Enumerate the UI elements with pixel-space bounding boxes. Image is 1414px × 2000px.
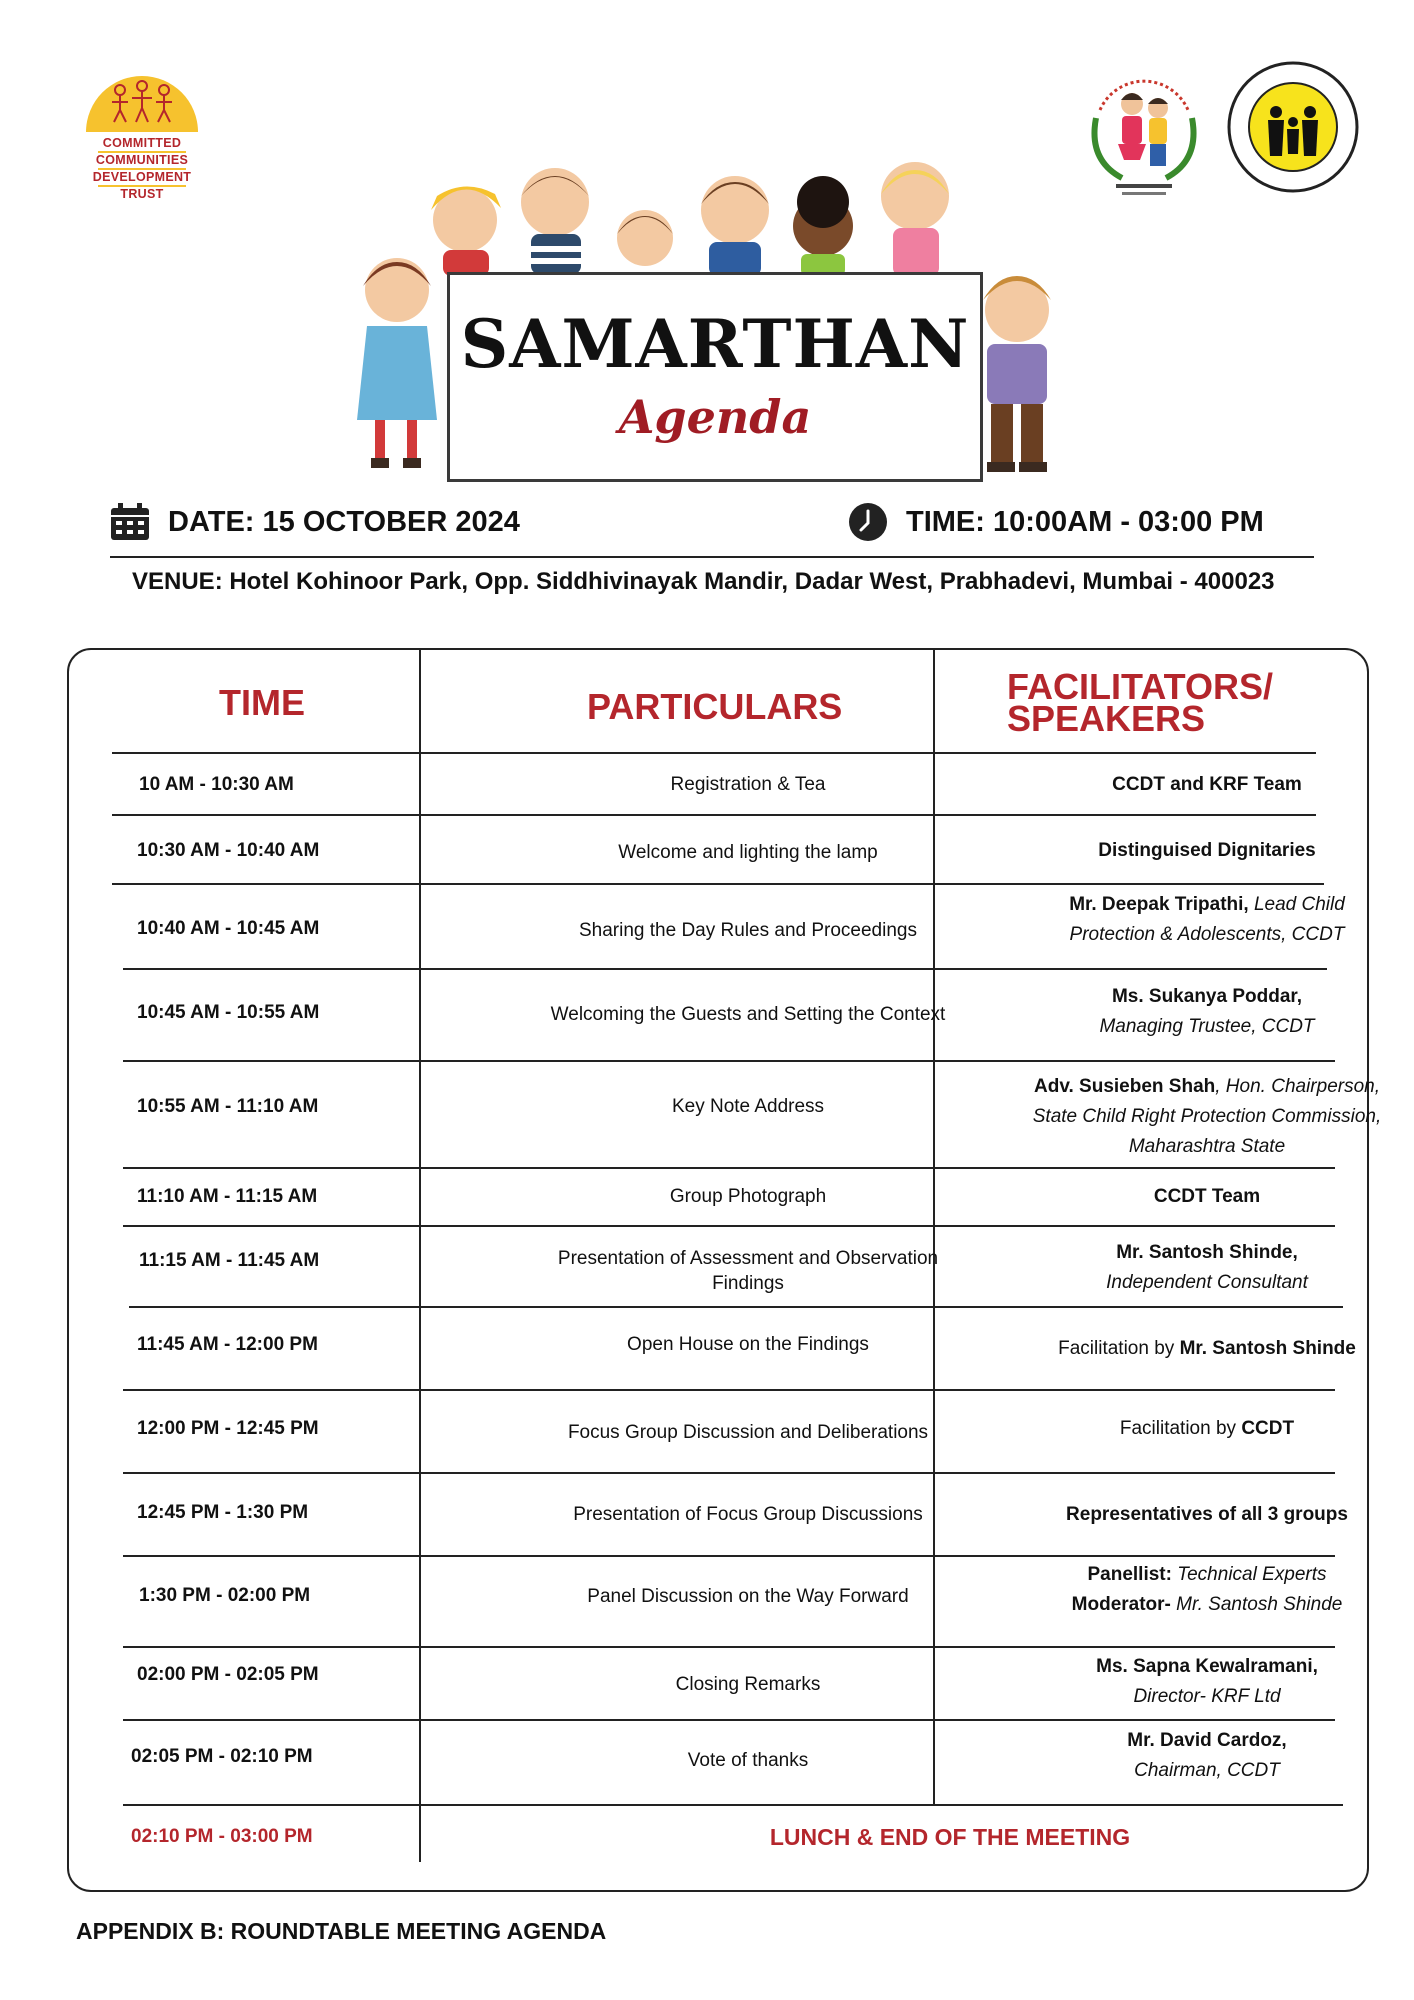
lunch-label: LUNCH & END OF THE MEETING	[769, 1824, 1131, 1850]
row-particulars: Presentation of Focus Group Discussions	[573, 1504, 923, 1525]
page-title: SAMARTHAN	[460, 305, 970, 383]
ccdt-logo-line-4: TRUST	[120, 187, 164, 201]
row-divider	[112, 814, 1316, 816]
facilitator-name: Ms. Sapna Kewalramani,	[1096, 1656, 1318, 1677]
row-particulars: Key Note Address	[671, 1096, 825, 1117]
date-row	[110, 498, 520, 546]
row-time: 11:15 AM - 11:45 AM	[139, 1250, 320, 1271]
row-particulars: Closing Remarks	[675, 1674, 821, 1695]
row-divider	[123, 1167, 1335, 1169]
row-time: 10:40 AM - 10:45 AM	[137, 918, 320, 939]
facilitator-role: Mr. Santosh Shinde	[1176, 1594, 1343, 1615]
divider	[110, 556, 1314, 558]
facilitator-prefix: Facilitation by	[1119, 1418, 1242, 1439]
row-time: 11:45 AM - 12:00 PM	[137, 1334, 318, 1355]
facilitator-role: , Hon. Chairperson,	[1215, 1076, 1380, 1097]
row-facilitator	[1007, 1500, 1407, 1530]
event-time: TIME: 10:00AM - 03:00 PM	[906, 505, 1264, 538]
header-facilitators-1: FACILITATORS/	[1007, 666, 1273, 707]
row-particulars: Welcoming the Guests and Setting the Context	[550, 1004, 946, 1025]
column-divider	[419, 650, 421, 1862]
time-row	[848, 498, 1264, 546]
row-divider	[129, 1306, 1343, 1308]
facilitator-role: Technical Experts	[1177, 1564, 1327, 1585]
row-divider	[123, 1804, 1343, 1806]
row-particulars: Open House on the Findings	[627, 1334, 869, 1355]
row-time: 02:10 PM - 03:00 PM	[131, 1826, 313, 1847]
row-time: 1:30 PM - 02:00 PM	[139, 1585, 311, 1606]
row-facilitator	[1007, 836, 1407, 866]
appendix-caption: APPENDIX B: ROUNDTABLE MEETING AGENDA	[76, 1918, 607, 1944]
ccdt-logo	[64, 62, 220, 210]
row-time: 10:55 AM - 11:10 AM	[137, 1096, 319, 1117]
row-facilitator	[1007, 890, 1407, 950]
row-facilitator	[1007, 1560, 1407, 1620]
facilitator-role: Maharashtra State	[1128, 1136, 1286, 1157]
row-time: 10 AM - 10:30 AM	[139, 774, 294, 795]
row-divider	[123, 968, 1327, 970]
facilitator-role: Chairman, CCDT	[1134, 1760, 1280, 1781]
facilitator-role: Managing Trustee, CCDT	[1099, 1016, 1315, 1037]
facilitator-name: Ms. Sukanya Poddar,	[1111, 986, 1303, 1007]
clock-icon	[848, 502, 888, 542]
row-facilitator	[1007, 1072, 1407, 1162]
row-particulars: Welcome and lighting the lamp	[618, 842, 878, 863]
facilitator-name: CCDT	[1241, 1418, 1295, 1439]
child-rights-commission-seal-icon	[1078, 60, 1210, 210]
row-particulars: Vote of thanks	[687, 1750, 809, 1771]
row-facilitator	[1007, 1414, 1407, 1444]
row-divider	[123, 1646, 1335, 1648]
ccdt-logo-line-3: DEVELOPMENT	[92, 170, 192, 184]
row-divider	[123, 1719, 1335, 1721]
row-facilitator	[1007, 1652, 1407, 1712]
facilitator-name: Adv. Susieben Shah	[1034, 1076, 1216, 1097]
facilitator-role: Lead Child	[1253, 894, 1345, 915]
facilitator-name: Moderator-	[1071, 1594, 1171, 1615]
row-particulars: Panel Discussion on the Way Forward	[587, 1586, 909, 1607]
ccdt-logo-line-1: COMMITTED	[102, 136, 182, 150]
facilitator-prefix: Facilitation by	[1058, 1338, 1180, 1359]
row-divider	[123, 1472, 1335, 1474]
facilitator-name: Mr. Santosh Shinde	[1179, 1338, 1356, 1359]
ccdt-logo-figures-icon	[90, 76, 194, 134]
row-divider	[112, 752, 1316, 754]
row-time: 10:45 AM - 10:55 AM	[137, 1002, 320, 1023]
row-time: 12:45 PM - 1:30 PM	[137, 1502, 309, 1523]
facilitator-name: Mr. Deepak Tripathi,	[1069, 894, 1249, 915]
facilitator-name: Mr. David Cardoz,	[1127, 1730, 1287, 1751]
row-divider	[112, 883, 1324, 885]
row-divider	[123, 1389, 1335, 1391]
row-facilitator	[1007, 1334, 1407, 1364]
row-facilitator	[1007, 982, 1407, 1042]
calendar-icon	[110, 503, 150, 541]
row-divider	[123, 1555, 1335, 1557]
ccdt-logo-line-2: COMMUNITIES	[95, 153, 189, 167]
facilitator-name: CCDT and KRF Team	[1112, 774, 1302, 795]
row-time: 12:00 PM - 12:45 PM	[137, 1418, 319, 1439]
row-facilitator	[1007, 1182, 1407, 1212]
facilitator-role: State Child Right Protection Commission,	[1032, 1106, 1382, 1127]
event-date: DATE: 15 OCTOBER 2024	[168, 505, 520, 538]
facilitator-name: Panellist:	[1087, 1564, 1172, 1585]
header-facilitators-2: SPEAKERS	[1007, 698, 1206, 739]
agenda-table	[67, 648, 1382, 1892]
column-divider	[933, 650, 935, 1806]
row-particulars	[490, 1246, 1006, 1296]
women-child-development-seal-icon	[1226, 60, 1360, 194]
particulars-line: Findings	[712, 1273, 784, 1294]
row-particulars: Sharing the Day Rules and Proceedings	[579, 920, 917, 941]
facilitator-name: CCDT Team	[1153, 1186, 1261, 1207]
row-time: 02:00 PM - 02:05 PM	[137, 1664, 319, 1685]
page-subtitle: Agenda	[618, 390, 812, 444]
row-time: 10:30 AM - 10:40 AM	[137, 840, 320, 861]
facilitator-role: Protection & Adolescents, CCDT	[1069, 924, 1345, 945]
particulars-line: Presentation of Assessment and Observation	[557, 1248, 939, 1269]
row-facilitator	[1007, 1726, 1407, 1786]
row-time: 02:05 PM - 02:10 PM	[131, 1746, 313, 1767]
facilitator-name: Distinguised Dignitaries	[1098, 840, 1316, 861]
row-time: 11:10 AM - 11:15 AM	[137, 1186, 318, 1207]
event-venue: VENUE: Hotel Kohinoor Park, Opp. Siddhivinayak Mandir, Dadar West, Prabhadevi, Mumbai - 400023	[132, 568, 1275, 595]
row-facilitator	[1007, 770, 1407, 800]
header-time: TIME	[219, 682, 305, 723]
facilitator-role: Independent Consultant	[1106, 1272, 1308, 1293]
header-particulars: PARTICULARS	[587, 686, 843, 727]
facilitator-name: Mr. Santosh Shinde,	[1116, 1242, 1298, 1263]
row-particulars: Group Photograph	[669, 1186, 827, 1207]
row-particulars: Focus Group Discussion and Deliberations	[567, 1422, 929, 1443]
row-facilitator	[1007, 1238, 1407, 1298]
facilitator-role: Director- KRF Ltd	[1133, 1686, 1281, 1707]
row-divider	[123, 1060, 1335, 1062]
facilitator-name: Representatives of all 3 groups	[1066, 1504, 1348, 1525]
row-particulars: Registration & Tea	[670, 774, 826, 795]
row-divider	[123, 1225, 1335, 1227]
